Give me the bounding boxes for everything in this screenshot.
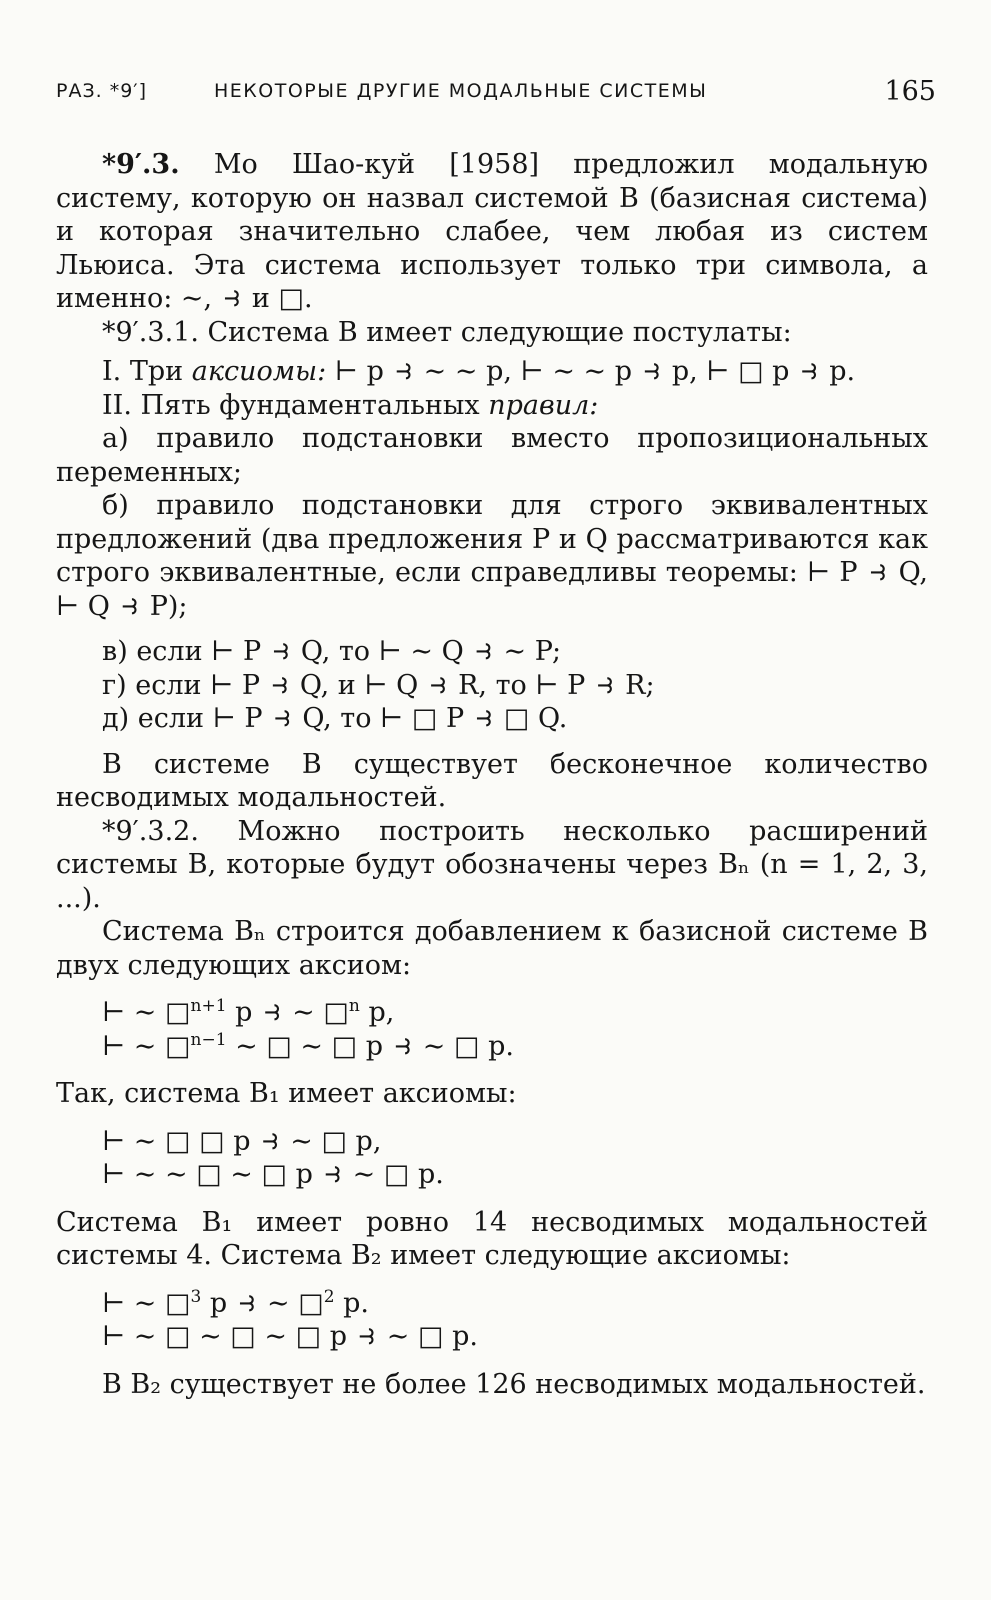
- b2-axiom-1: [56, 1287, 928, 1321]
- bn-axiom-1-part2: p ⥽ ∼ □: [226, 997, 349, 1028]
- paragraph-postulates: *9′.3.1. Система B имеет следующие постулаты:: [102, 316, 792, 348]
- b2-axiom-1-part1: ⊢ ∼ □: [102, 1287, 191, 1319]
- paragraph-intro: [56, 148, 928, 316]
- running-head: [56, 72, 936, 112]
- b2-axiom-2: ⊢ ∼ □ ∼ □ ∼ □ p ⥽ ∼ □ p.: [102, 1321, 478, 1352]
- rule-g: г) если ⊢ P ⥽ Q, и ⊢ Q ⥽ R, то ⊢ P ⥽ R;: [102, 669, 655, 701]
- section-label: *9′.3.: [102, 149, 180, 180]
- b2-axiom-1-sup2: 2: [323, 1286, 335, 1307]
- rules-item: [56, 389, 928, 423]
- paragraph-b1: Так, система B₁ имеет аксиомы:: [56, 1078, 517, 1109]
- b1-axioms: [56, 1125, 928, 1192]
- b2-axiom-1-sup1: 3: [190, 1286, 202, 1307]
- axioms-item: [56, 355, 928, 389]
- bn-axiom-2: [56, 1030, 928, 1064]
- paragraph-bn: Система Bₙ строится добавлением к базисной системе B двух следующих аксиом:: [56, 916, 928, 981]
- b2-axioms: [56, 1287, 928, 1354]
- bn-axioms: [56, 996, 928, 1063]
- bn-axiom-1-sup2: n: [348, 996, 360, 1016]
- rule-b: б) правило подстановки для строго эквивалентных предложений (два предложения P и Q рассматриваются как строго эквивалентные, если справедливы теоремы: ⊢ P ⥽ Q, ⊢ Q ⥽ P);: [56, 490, 928, 622]
- axiom-2: ⊢ ∼ ∼ p ⥽ p,: [520, 356, 698, 387]
- axioms-label: аксиомы:: [191, 356, 327, 387]
- b2-axiom-1-part3: p.: [334, 1287, 369, 1319]
- bn-axiom-1-part3: p,: [359, 997, 395, 1028]
- b1-axiom-1: ⊢ ∼ □ □ p ⥽ ∼ □ p,: [102, 1125, 382, 1157]
- paragraph-b1-b2: Система B₁ имеет ровно 14 несводимых модальностей системы 4. Система B₂ имеет следующие аксиомы:: [56, 1206, 928, 1271]
- bn-axiom-1-sup1: n+1: [190, 996, 227, 1016]
- section-reference: РАЗ. *9′]: [56, 80, 148, 102]
- rules-label: правил:: [488, 389, 599, 421]
- rule-d: д) если ⊢ P ⥽ Q, то ⊢ □ P ⥽ □ Q.: [102, 703, 568, 734]
- bn-axiom-1-part1: ⊢ ∼ □: [102, 997, 191, 1028]
- bn-axiom-2-sup1: n−1: [190, 1029, 227, 1050]
- paragraph-extensions: *9′.3.2. Можно построить несколько расширений системы B, которые будут обозначены через Bₙ (n = 1, 2, 3, ...).: [56, 815, 928, 914]
- axioms-lead: I. Три: [102, 356, 184, 387]
- paragraph-infinite-modalities: В системе B существует бесконечное количество несводимых модальностей.: [56, 748, 928, 813]
- bn-axiom-2-part1: ⊢ ∼ □: [102, 1030, 191, 1062]
- rule-a: а) правило подстановки вместо пропозициональных переменных;: [56, 423, 928, 488]
- axiom-1: ⊢ p ⥽ ∼ ∼ p,: [334, 356, 512, 387]
- b2-axiom-1-part2: p ⥽ ∼ □: [201, 1287, 324, 1319]
- page-number: 165: [884, 76, 936, 107]
- bn-axiom-2-part2: ∼ □ ∼ □ p ⥽ ∼ □ p.: [226, 1030, 514, 1062]
- paragraph-intro-text: Мо Шао-куй [1958] предложил модальную систему, которую он назвал системой B (базисная система) и которая значительно слабее, чем любая из систем Льюиса. Эта система использует только три символа, а именно: ∼, ⥽ и □.: [56, 149, 928, 314]
- b1-axiom-2: ⊢ ∼ ∼ □ ∼ □ p ⥽ ∼ □ p.: [102, 1159, 444, 1190]
- paragraph-b2-count: В B₂ существует не более 126 несводимых модальностей.: [102, 1368, 926, 1400]
- chapter-title: НЕКОТОРЫЕ ДРУГИЕ МОДАЛЬНЫЕ СИСТЕМЫ: [214, 80, 708, 102]
- rules-lead: II. Пять фундаментальных: [102, 389, 480, 421]
- rule-v: в) если ⊢ P ⥽ Q, то ⊢ ∼ Q ⥽ ∼ P;: [102, 636, 562, 667]
- bn-axiom-1: [56, 996, 928, 1030]
- axiom-3: ⊢ □ p ⥽ p.: [706, 356, 856, 387]
- body-text: [56, 148, 928, 1401]
